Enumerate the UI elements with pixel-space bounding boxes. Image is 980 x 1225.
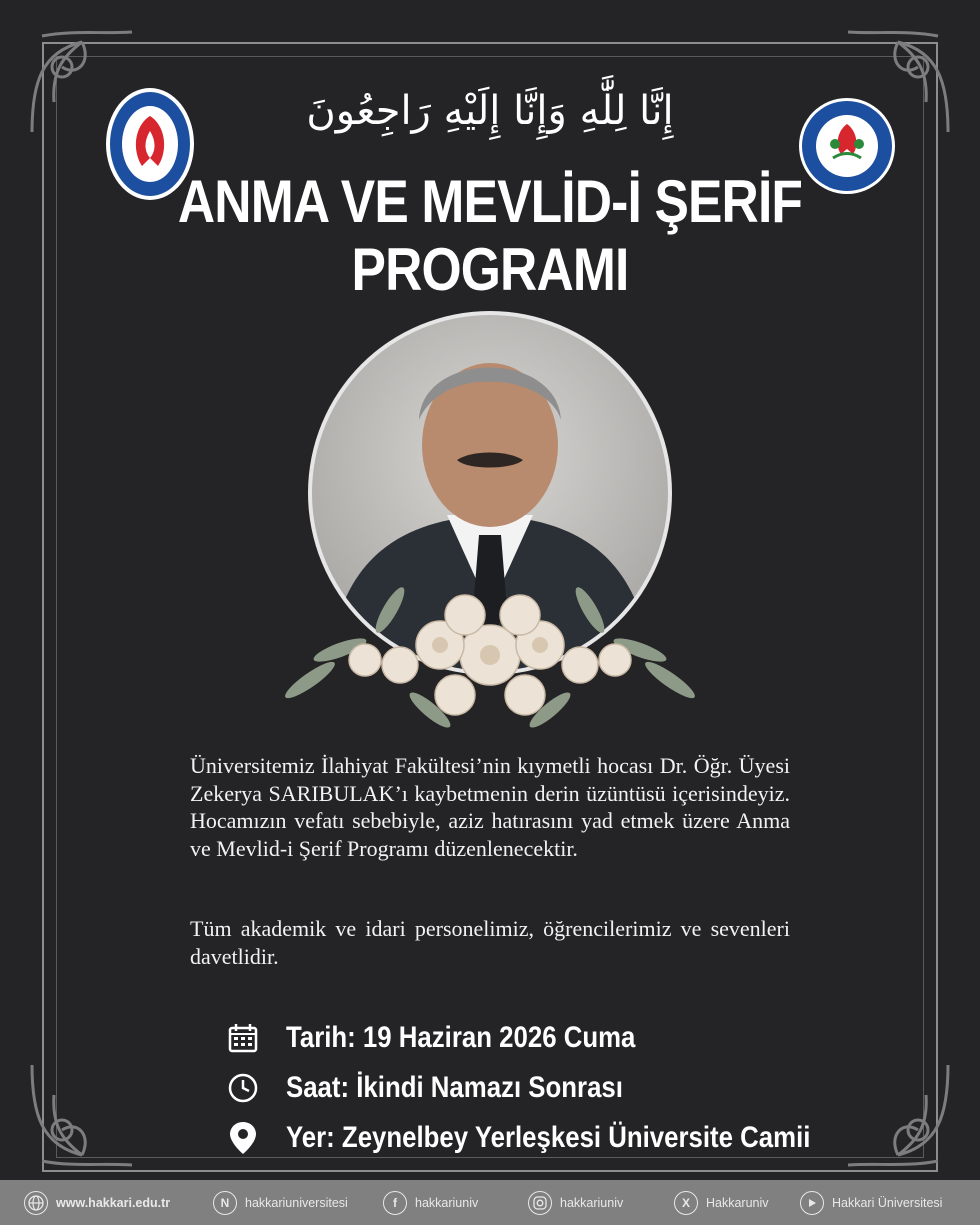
clock-icon — [226, 1071, 260, 1105]
footer-nsosyal[interactable] — [213, 1180, 348, 1225]
place-row — [226, 1118, 896, 1158]
footer-x[interactable] — [674, 1180, 769, 1225]
title-line-2: PROGRAMI — [351, 236, 629, 303]
location-pin-icon — [226, 1121, 260, 1155]
website-label: www.hakkari.edu.tr — [56, 1195, 171, 1210]
footer-website[interactable] — [24, 1180, 170, 1225]
x-label: Hakkaruniv — [706, 1195, 769, 1210]
calendar-icon — [226, 1021, 260, 1055]
nsosyal-label: hakkariuniversitesi — [245, 1195, 348, 1210]
footer-bar — [0, 1180, 980, 1225]
event-date: Tarih: 19 Haziran 2026 Cuma — [286, 1021, 636, 1054]
flower-bouquet — [280, 570, 700, 735]
time-row — [226, 1068, 678, 1108]
ornament-corner-bottom-left — [22, 1055, 142, 1175]
youtube-icon — [800, 1191, 824, 1215]
announcement-paragraph: Üniversitemiz İlahiyat Fakültesi’nin kıymetli hocası Dr. Öğr. Üyesi Zekerya SARIBULAK’ı kaybetmenin derin üzüntüsü içerisindeyiz. Hocamızın vefatı sebebiyle, aziz hatırasını yad etmek üzere Anma ve Mevlid-i Şerif Programı düzenlenecektir. — [190, 753, 790, 861]
nsosyal-icon: N — [213, 1191, 237, 1215]
instagram-label: hakkariuniv — [560, 1195, 624, 1210]
facebook-label: hakkariuniv — [415, 1195, 479, 1210]
footer-youtube[interactable] — [800, 1180, 942, 1225]
arabic-verse: إِنَّا لِلَّٰهِ وَإِنَّا إِلَيْهِ رَاجِعُونَ — [306, 88, 674, 134]
facebook-icon: f — [383, 1191, 407, 1215]
title-line-1: ANMA VE MEVLİD-İ ŞERİF — [177, 168, 803, 235]
page-title — [69, 168, 912, 304]
globe-icon — [24, 1191, 48, 1215]
date-row — [226, 1018, 692, 1058]
instagram-icon — [528, 1191, 552, 1215]
invitation-paragraph: Tüm akademik ve idari personelimiz, öğrencilerimiz ve sevenleri davetlidir. — [190, 916, 790, 969]
event-place: Yer: Zeynelbey Yerleşkesi Üniversite Camii — [286, 1121, 811, 1154]
x-icon: X — [674, 1191, 698, 1215]
youtube-label: Hakkari Üniversitesi — [832, 1195, 943, 1210]
footer-facebook[interactable] — [383, 1180, 478, 1225]
footer-instagram[interactable] — [528, 1180, 623, 1225]
event-time: Saat: İkindi Namazı Sonrası — [286, 1071, 623, 1104]
